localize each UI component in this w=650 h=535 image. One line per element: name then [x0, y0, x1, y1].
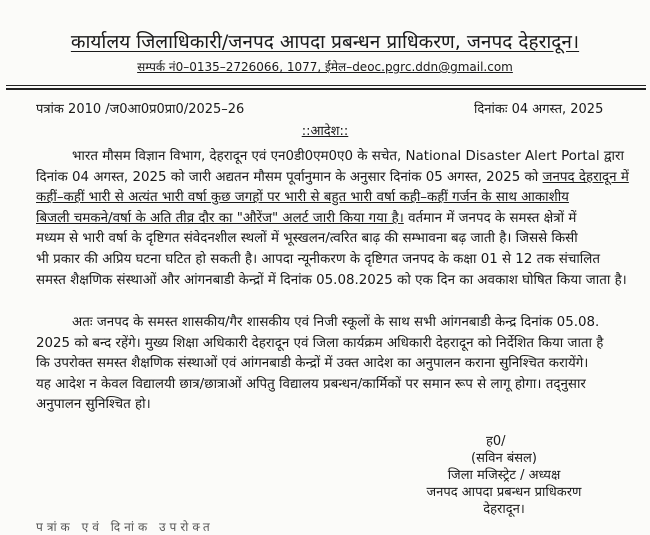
paragraph-line: [36, 168, 636, 189]
signature-initial: ह0/: [486, 434, 506, 449]
paragraph-line: यह आदेश न केवल विद्यालयी छात्र/छात्राओं अपितु विद्यालय प्रबन्धन/कार्मिकों पर समान रूप से लागू होगा। तद्नुसार: [36, 376, 586, 392]
contact-line: सम्पर्क नं0–0135–2726066, 1077, ईमेल–deoc.pgrc.ddn@gmail.com: [137, 60, 513, 74]
line-text: दिनांक 04 अगस्त, 2025 को जारी अद्यतन मौसम पूर्वानुमान के अनुसार दिनांक 05 अगस्त, 2025 को: [36, 169, 543, 185]
paragraph-line: अनुपालन सुनिश्चित हो।: [36, 397, 151, 413]
paragraph-alert: [36, 147, 636, 291]
paragraph-line: भी प्रकार की अप्रिय घटना घटित हो सकती है। आपदा न्यूनीकरण के दृष्टिगत जनपद के कक्षा 01 से 12 तक संचालित: [36, 251, 600, 267]
signature-block: [404, 433, 604, 518]
highlighted-line: कहीं–कहीं भारी से अत्यंत भारी वर्षा कुछ जगहों पर भारी से बहुत भारी वर्षा कही–कहीं गर्जन के साथ आकाशीय: [36, 190, 569, 206]
order-date: दिनांकः 04 अगस्त, 2025: [474, 102, 604, 117]
highlighted-text: बिजली चमकने/वर्षा के अति तीव्र दौर का "औरेंज" अलर्ट जारी किया गया है।: [36, 210, 404, 226]
signatory-place: देहरादून।: [483, 502, 525, 517]
paragraph-line: [36, 209, 636, 230]
reference-number: पत्रांक 2010 /ज0आ0प्र0प्रा0/2025–26: [36, 102, 245, 117]
cutoff-text: पत्रांक एवं दिनांक उपरोक्त: [36, 520, 214, 534]
paragraph-line: अतः जनपद के समस्त शासकीय/गैर शासकीय एवं निजी स्कूलों के साथ सभी आंगनबाडी केन्द्र दिनांक 05.08.: [72, 315, 600, 330]
signatory-designation: जिला मजिस्ट्रेट / अध्यक्ष: [447, 468, 561, 483]
signatory-authority: जनपद आपदा प्रबन्धन प्राधिकरण: [426, 485, 582, 500]
paragraph-line: मध्यम से भारी वर्षा के दृष्टिगत संवेदनशील स्थलों में भूस्खलन/त्वरित बाढ़ की सम्भावना बढ़ जाती है। जिससे किसी: [36, 231, 578, 247]
office-title: कार्यालय जिलाधिकारी/जनपद आपदा प्रबन्धन प्राधिकरण, जनपद देहरादून।: [70, 31, 580, 53]
line-text: वर्तमान में जनपद के समस्त क्षेत्रों में: [403, 210, 577, 226]
highlighted-text: जनपद देहरादून में: [542, 169, 629, 185]
header-divider-thick: [6, 88, 646, 90]
paragraph-line: 2025 को बन्द रहेंगे। मुख्य शिक्षा अधिकारी देहरादून एवं जिला कार्यक्रम अधिकारी देहरादून को निर्देशित किया जाता है: [36, 335, 604, 351]
order-heading: ::आदेश::: [301, 124, 349, 139]
header-divider: [6, 85, 646, 86]
paragraph-line: समस्त शैक्षणिक संस्थाओं और आंगनबाडी केन्द्रों में दिनांक 05.08.2025 को एक दिन का अवकाश घोषित किया जाता है।: [36, 272, 627, 288]
paragraph-line: कि उपरोक्त समस्त शैक्षणिक संस्थाओं एवं आंगनबाडी केन्द्रों में उक्त आदेश का अनुपालन कराना सुनिश्चित करायेंगे।: [36, 356, 589, 372]
signatory-name: (सविन बंसल): [471, 451, 537, 466]
paragraph-directive: [36, 313, 636, 416]
paragraph-line: भारत मौसम विज्ञान विभाग, देहरादून एवं एन0डी0एम0ए0 के सचेत, National Disaster Alert Portal द्वारा: [72, 149, 624, 164]
